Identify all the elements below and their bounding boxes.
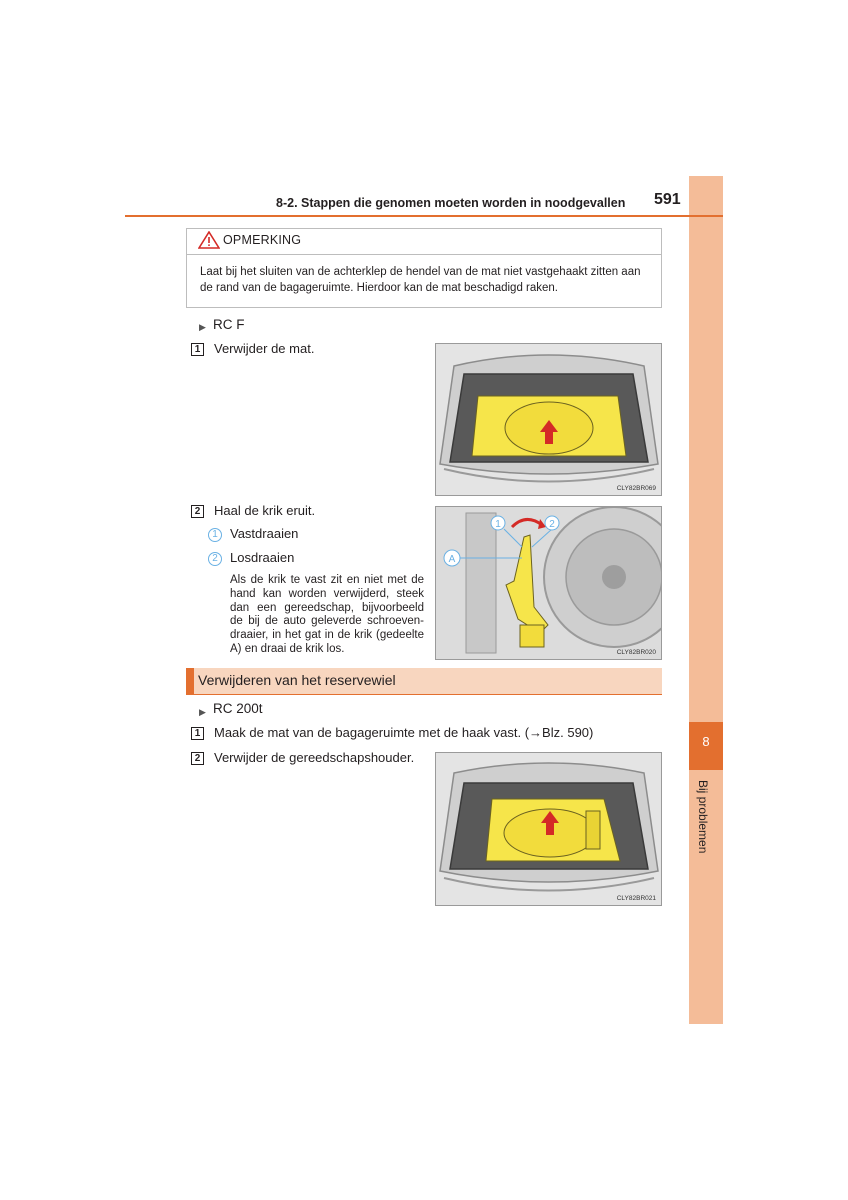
running-header: 8-2. Stappen die genomen moeten worden in noodgevallen [276,196,626,210]
chapter-number-badge: 8 [689,722,723,770]
step-number-1: 1 [191,727,204,740]
step-number-2: 2 [191,752,204,765]
section-heading: Verwijderen van het reservewiel [198,672,396,688]
figure-jack-removal [435,506,662,660]
figure-trunk-mat-rcf [435,343,662,496]
step-number-1: 1 [191,343,204,356]
step-2-text: Verwijder de gereedschapshouder. [214,750,415,765]
chapter-label [690,780,724,870]
model-label-rcf: RC F [213,317,245,332]
notice-divider [186,254,662,255]
figure-marker-a: A [448,554,456,565]
figure-code: CLY82BR021 [616,895,656,902]
callout-marker-2: 2 [208,552,222,566]
substep-loosen-text: Losdraaien [230,550,295,565]
figure-marker-2: 2 [549,519,555,530]
jack-stuck-note: Als de krik te vast zit en niet met de hand kan worden verwijderd, steek dan een gereedschap, bijvoorbeeld de bij de auto geleverde schroeven-draaier, in het gat in de krik (gedeelte A) en draai de krik los. [230,574,424,655]
section-rule [186,694,662,695]
step-2-text: Haal de krik eruit. [214,503,316,518]
chapter-side-tab [689,176,723,1024]
step-1-text: Verwijder de mat. [214,341,315,356]
step-1-text: Maak de mat van de bagageruimte met de haak vast. (→Blz. 590) [214,725,594,740]
triangle-bullet-icon: ▶ [199,707,206,717]
substep-tighten-text: Vastdraaien [230,526,299,541]
figure-marker-1: 1 [495,519,501,530]
model-label-rc200t: RC 200t [213,701,263,716]
header-rule [125,215,723,217]
notice-title: OPMERKING [223,233,302,247]
chapter-label-text: Bij problemen [696,780,710,854]
warning-triangle-icon [198,231,220,249]
figure-code: CLY82BR069 [616,485,656,492]
figure-trunk-tool-holder [435,752,662,906]
step-number-2: 2 [191,505,204,518]
notice-text: Laat bij het sluiten van de achterklep de hendel van de mat niet vastgehaakt zitten aan de rand van de bagageruimte. Hierdoor kan de mat beschadigd raken. [200,266,641,294]
callout-marker-1: 1 [208,528,222,542]
triangle-bullet-icon: ▶ [199,322,206,332]
page-number: 591 [654,191,681,208]
figure-code: CLY82BR020 [616,649,656,656]
